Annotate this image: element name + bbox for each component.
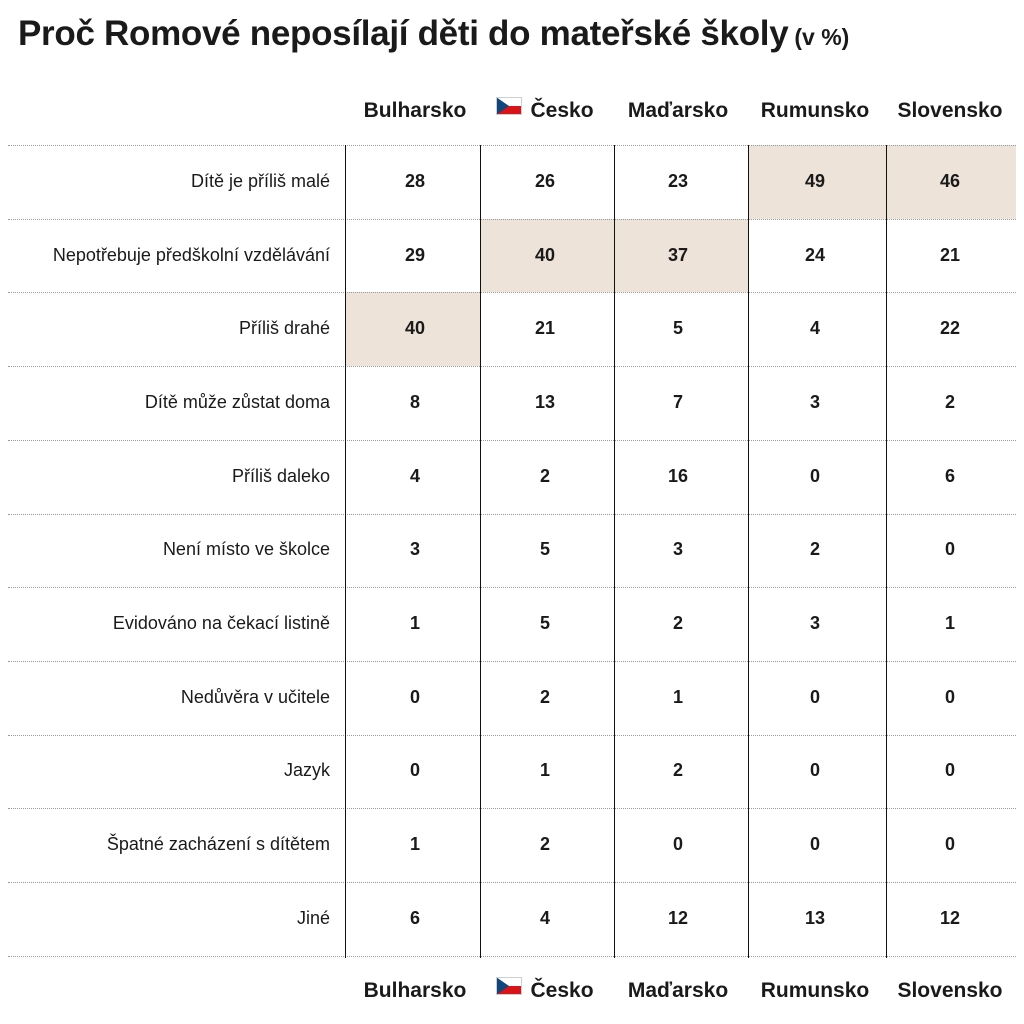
table-cell: 1 (672, 686, 683, 707)
column-divider (748, 145, 749, 958)
table-cell: 0 (409, 760, 420, 781)
table-cell: 1 (944, 613, 955, 634)
column-name: Maďarsko (627, 979, 729, 1002)
table-cell: 0 (944, 686, 955, 707)
table-cell: 0 (672, 834, 683, 855)
title-text: Proč Romové neposílají děti do mateřské školy (18, 14, 789, 53)
table-cell: 7 (672, 391, 683, 412)
table-cell: 0 (409, 686, 420, 707)
table-cell: 3 (672, 539, 683, 560)
table-cell: 2 (944, 391, 955, 412)
column-divider (886, 145, 887, 958)
table-cell: 1 (409, 834, 420, 855)
table-cell: 0 (809, 686, 820, 707)
row-separator (8, 292, 1016, 293)
column-footer (470, 976, 620, 1006)
table-cell: 5 (539, 539, 550, 560)
table-cell: 16 (667, 465, 689, 486)
row-label: Evidováno na čekací listině (112, 613, 330, 634)
table-cell: 2 (539, 834, 550, 855)
column-name: Bulharsko (363, 979, 467, 1002)
column-name: Česko (530, 99, 594, 122)
table-cell: 3 (809, 391, 820, 412)
table-cell: 1 (539, 760, 550, 781)
row-separator (8, 956, 1016, 957)
column-header (340, 96, 490, 126)
row-label: Nepotřebuje předškolní vzdělávání (52, 244, 330, 265)
table-cell: 24 (804, 244, 826, 265)
table-cell: 21 (534, 318, 556, 339)
row-separator (8, 587, 1016, 588)
table-cell: 8 (409, 391, 420, 412)
row-label: Špatné zacházení s dítětem (106, 834, 330, 855)
table-cell: 0 (809, 760, 820, 781)
row-label: Jiné (296, 907, 330, 928)
row-separator (8, 366, 1016, 367)
table-cell: 2 (809, 539, 820, 560)
czech-flag-icon (496, 94, 522, 124)
row-separator (8, 514, 1016, 515)
table-cell: 23 (667, 170, 689, 191)
table-cell: 37 (667, 244, 689, 265)
column-header (875, 96, 1024, 126)
table-cell: 0 (944, 834, 955, 855)
table-cell: 6 (409, 907, 420, 928)
table-cell: 5 (539, 613, 550, 634)
table-cell: 28 (404, 170, 426, 191)
column-name: Rumunsko (760, 979, 870, 1002)
title-unit: (v %) (794, 24, 850, 50)
column-header (470, 96, 620, 126)
table-cell: 26 (534, 170, 556, 191)
table-cell: 0 (944, 539, 955, 560)
table-cell: 6 (944, 465, 955, 486)
row-separator (8, 145, 1016, 146)
table-cell: 0 (809, 834, 820, 855)
column-divider (480, 145, 481, 958)
table-cell: 4 (539, 907, 550, 928)
row-label: Není místo ve školce (162, 539, 330, 560)
row-separator (8, 440, 1016, 441)
table-cell: 46 (939, 170, 961, 191)
column-header (740, 96, 890, 126)
table-cell: 0 (809, 465, 820, 486)
row-separator (8, 219, 1016, 220)
row-separator (8, 808, 1016, 809)
column-name: Bulharsko (363, 99, 467, 122)
column-footer (340, 976, 490, 1006)
table-cell: 40 (404, 318, 426, 339)
table-cell: 49 (804, 170, 826, 191)
table-cell: 12 (939, 907, 961, 928)
column-footer (603, 976, 753, 1006)
table-cell: 13 (534, 391, 556, 412)
table-cell: 4 (409, 465, 420, 486)
column-name: Slovensko (897, 99, 1003, 122)
table-cell: 1 (409, 613, 420, 634)
row-separator (8, 735, 1016, 736)
column-divider (614, 145, 615, 958)
column-footer (740, 976, 890, 1006)
table-cell: 2 (539, 465, 550, 486)
table-cell: 0 (944, 760, 955, 781)
chart-title (18, 14, 849, 54)
row-label: Jazyk (283, 760, 330, 781)
column-name: Maďarsko (627, 99, 729, 122)
table-cell: 2 (672, 613, 683, 634)
table-cell: 13 (804, 907, 826, 928)
table-cell: 21 (939, 244, 961, 265)
table-cell: 29 (404, 244, 426, 265)
row-label: Příliš drahé (238, 318, 330, 339)
table-cell: 4 (809, 318, 820, 339)
column-header (603, 96, 753, 126)
column-footer (875, 976, 1024, 1006)
column-name: Slovensko (897, 979, 1003, 1002)
column-divider (345, 145, 346, 958)
column-name: Rumunsko (760, 99, 870, 122)
row-separator (8, 882, 1016, 883)
table-cell: 3 (409, 539, 420, 560)
column-name: Česko (530, 979, 594, 1002)
table-cell: 2 (539, 686, 550, 707)
row-separator (8, 661, 1016, 662)
row-label: Dítě může zůstat doma (144, 391, 330, 412)
table-cell: 40 (534, 244, 556, 265)
table-cell: 12 (667, 907, 689, 928)
table-cell: 22 (939, 318, 961, 339)
table-cell: 2 (672, 760, 683, 781)
czech-flag-icon (496, 974, 522, 1004)
row-label: Nedůvěra v učitele (180, 686, 330, 707)
row-label: Příliš daleko (231, 465, 330, 486)
table-cell: 5 (672, 318, 683, 339)
row-label: Dítě je příliš malé (190, 170, 330, 191)
table-cell: 3 (809, 613, 820, 634)
